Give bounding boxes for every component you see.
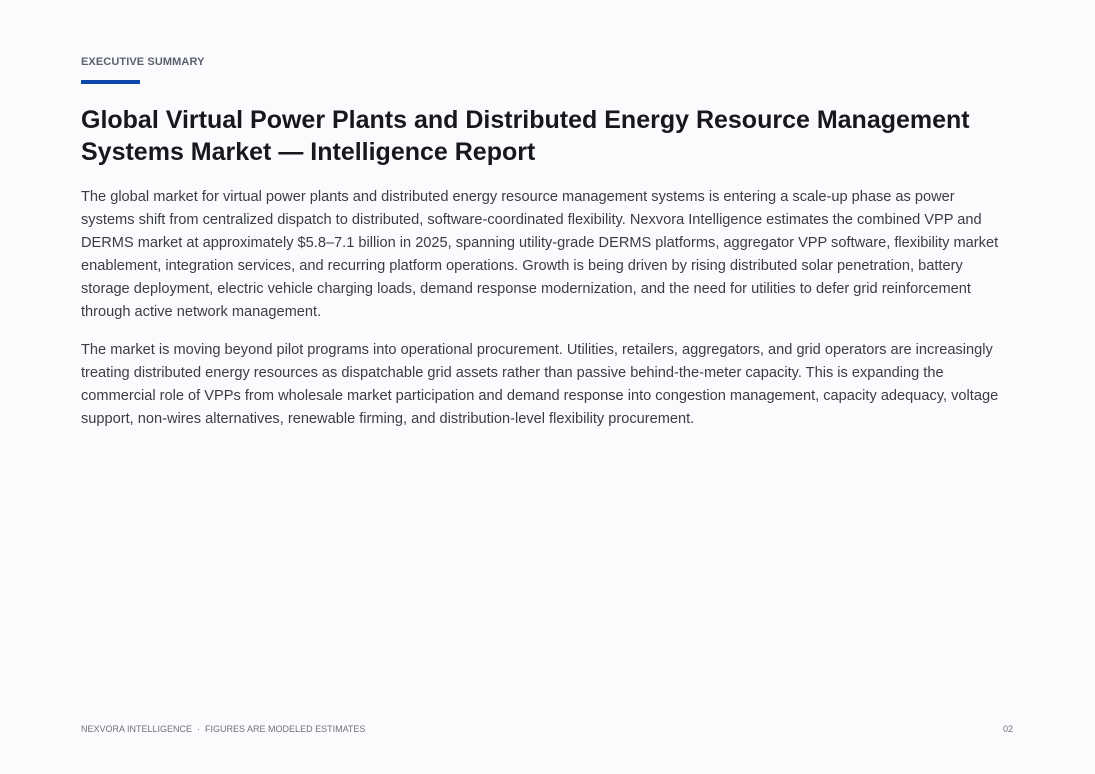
report-page: [81, 0, 1013, 774]
summary-paragraph-1: The global market for virtual power plants and distributed energy resource management systems is entering a scale-up phase as power systems shift from centralized dispatch to distributed, software-coordinated flexibility. Nexvora Intelligence estimates the combined VPP and DERMS market at approximately $5.8–7.1 billion in 2025, spanning utility-grade DERMS platforms, aggregator VPP software, flexibility market enablement, integration services, and recurring platform operations. Growth is being driven by rising distributed solar penetration, battery storage deployment, electric vehicle charging loads, demand response modernization, and the need for utilities to defer grid reinforcement through active network management.: [81, 189, 999, 320]
summary-body: [81, 186, 999, 446]
footer-note: [81, 724, 365, 734]
footer-brand: NEXVORA INTELLIGENCE: [81, 724, 193, 734]
accent-bar: [81, 80, 140, 84]
summary-paragraph-2: The market is moving beyond pilot programs into operational procurement. Utilities, retailers, aggregators, and grid operators are increasingly treating distributed energy resources as dispatchable grid assets rather than passive behind-the-meter capacity. This is expanding the commercial role of VPPs from wholesale market participation and demand response into congestion management, capacity adequacy, voltage support, non-wires alternatives, renewable firming, and distribution-level flexibility procurement.: [81, 342, 999, 427]
footer-disclaimer: FIGURES ARE MODELED ESTIMATES: [205, 724, 366, 734]
page-number: 02: [1002, 724, 1013, 734]
footer-separator: ·: [197, 724, 201, 734]
page-title: Global Virtual Power Plants and Distributed Energy Resource Management Systems Market — Intelligence Report: [81, 106, 970, 166]
section-label: EXECUTIVE SUMMARY: [81, 56, 205, 68]
